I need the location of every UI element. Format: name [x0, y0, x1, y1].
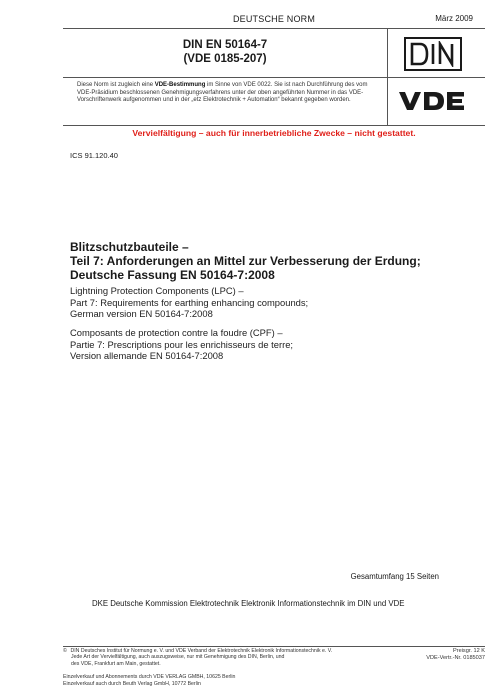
- vde-logo: [396, 89, 474, 113]
- copyright-symbol: ©: [63, 648, 67, 654]
- din-logo-mark: [409, 41, 457, 67]
- copyright-line: des VDE, Frankfurt am Main, gestattet.: [71, 660, 161, 667]
- din-logo: [404, 37, 462, 71]
- title-german: [70, 240, 470, 282]
- publication-date: März 2009: [435, 14, 473, 23]
- title-english-line: German version EN 50164-7:2008: [70, 308, 213, 319]
- vde-regulation-note: [77, 82, 377, 105]
- title-french-line: Composants de protection contre la foudre (CPF) –: [70, 327, 283, 338]
- vde-note-prefix: Diese Norm ist zugleich eine: [77, 82, 155, 88]
- distribution-info: [63, 674, 235, 689]
- title-german-line: Teil 7: Anforderungen an Mittel zur Verbesserung der Erdung;: [70, 254, 421, 268]
- header-box: [63, 28, 485, 126]
- vde-classification-number: (VDE 0185-207): [183, 53, 267, 65]
- standard-number: DIN EN 50164-7: [182, 39, 268, 51]
- norm-label: DEUTSCHE NORM: [232, 14, 316, 24]
- page-header: [63, 8, 485, 28]
- copyright-line: DIN Deutsches Institut für Normung e. V. und VDE Verband der Elektrotechnik Elektronik Informationstechnik e. V.: [70, 648, 333, 654]
- title-german-line: Deutsche Fassung EN 50164-7:2008: [70, 268, 275, 282]
- ics-code: ICS 91.120.40: [70, 151, 118, 160]
- title-french: [70, 327, 470, 362]
- title-french-line: Version allemande EN 50164-7:2008: [70, 350, 224, 361]
- standard-designation: [63, 38, 387, 66]
- title-german-line: Blitzschutzbauteile –: [70, 240, 189, 254]
- distribution-line: Einzelverkauf auch durch Beuth Verlag GmbH, 10772 Berlin: [63, 681, 201, 688]
- title-english-line: Lightning Protection Components (LPC) –: [70, 285, 244, 296]
- reproduction-notice: Vervielfältigung – auch für innerbetriebliche Zwecke – nicht gestattet.: [132, 128, 416, 138]
- title-english: [70, 285, 470, 320]
- copyright-notice: [63, 648, 393, 667]
- title-french-line: Partie 7: Prescriptions pour les enrichisseurs de terre;: [70, 338, 294, 350]
- vde-note-suffix: im Sinne von VDE 0022. Sie ist nach Durchführung des vom VDE-Präsidium beschlossenen Genehmigungsverfahrens unter der oben angeführten Nummer in das VDE-Vorschriftenwerk aufgenommen und in der „etz Elektrotechnik + Automation“ bekannt gegeben worden.: [77, 82, 368, 104]
- total-pages: Gesamtumfang 15 Seiten: [350, 572, 439, 581]
- vde-order-number: VDE-Vertr.-Nr. 0185037: [426, 654, 485, 661]
- title-english-line: Part 7: Requirements for earthing enhancing compounds;: [70, 296, 309, 308]
- header-horizontal-divider: [63, 77, 485, 78]
- price-group: Preisgr. 12 K: [452, 648, 485, 654]
- copyright-line: Jede Art der Vervielfältigung, auch auszugsweise, nur mit Genehmigung des DIN, Berlin, und: [71, 654, 285, 661]
- price-info: [426, 648, 485, 661]
- vde-note-bold: VDE-Bestimmung: [154, 82, 206, 88]
- distribution-line: Einzelverkauf und Abonnements durch VDE VERLAG GMBH, 10625 Berlin: [63, 674, 236, 680]
- dke-committee-line: DKE Deutsche Kommission Elektrotechnik Elektronik Informationstechnik im DIN und VDE: [92, 599, 405, 608]
- footer-divider: [63, 646, 485, 647]
